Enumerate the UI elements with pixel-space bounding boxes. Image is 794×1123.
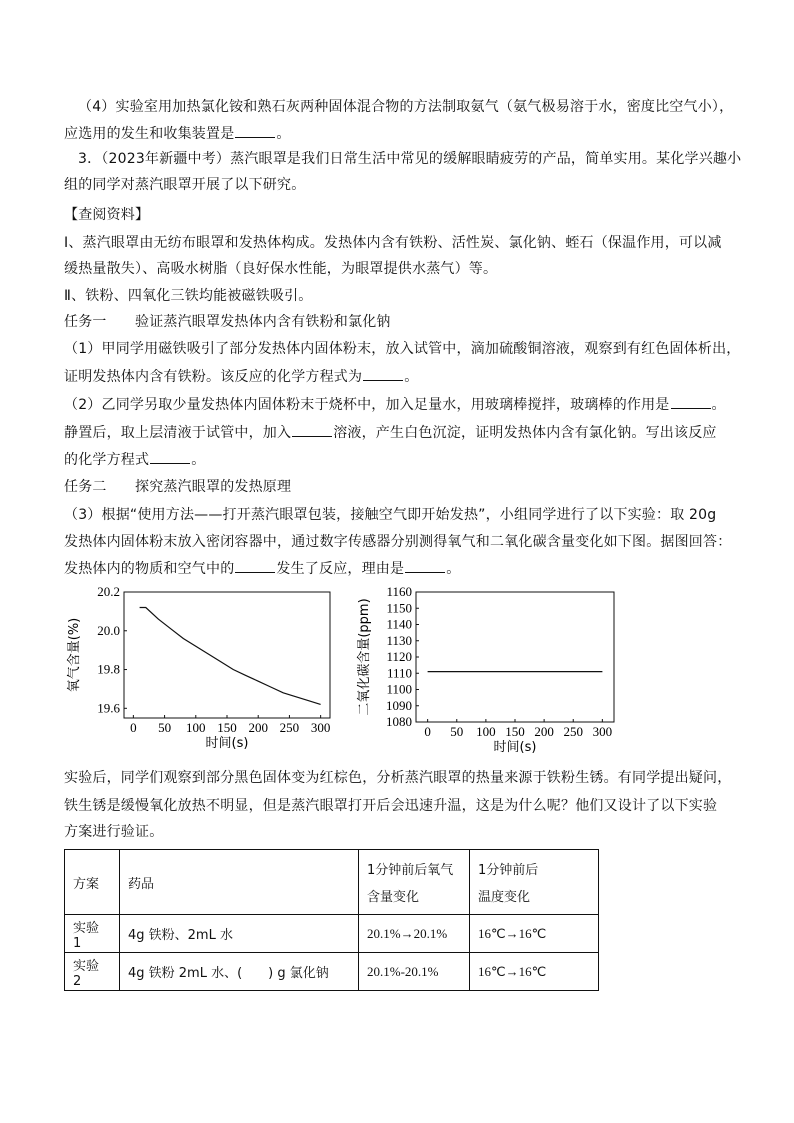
header-text: 含量变化 <box>367 890 420 905</box>
table-cell: 20.1%→20.1% <box>359 915 470 953</box>
ref1a: Ⅰ、蒸汽眼罩由无纺布眼罩和发热体构成。发热体内含有铁粉、活性炭、氯化钠、蛭石（保温作用，可以减 <box>64 235 722 251</box>
table-header-cell <box>120 850 359 915</box>
answer-blank[interactable] <box>235 123 275 138</box>
y-tick-label: 20.0 <box>97 622 120 638</box>
y-tick-label: 19.6 <box>97 700 120 716</box>
q3-intro2: 组的同学对蒸汽眼罩开展了以下研究。 <box>64 177 306 193</box>
q4-line2 <box>64 123 291 144</box>
answer-blank[interactable] <box>405 558 445 573</box>
y-tick-label: 1150 <box>386 600 412 616</box>
y-tick-label: 1080 <box>386 714 412 729</box>
after3: 方案进行验证。 <box>64 824 164 840</box>
x-tick-label: 200 <box>248 720 268 735</box>
q4-line2-end: 。 <box>276 126 291 142</box>
x-tick-label: 300 <box>310 720 331 735</box>
x-tick-label: 0 <box>130 720 137 735</box>
ref1b: 缓热量散失）、高吸水树脂（良好保水性能，为眼罩提供水蒸气）等。 <box>64 261 498 277</box>
answer-blank[interactable] <box>235 558 275 573</box>
p3c-text2: 发生了反应，理由是 <box>276 561 405 577</box>
table-cell: 4g 铁粉、2mL 水 <box>120 915 359 953</box>
oxygen-chart <box>64 584 334 763</box>
y-tick-label: 1090 <box>386 697 412 713</box>
task2-title: 任务二 探究蒸汽眼罩的发热原理 <box>64 479 292 495</box>
table-cell: 20.1%-20.1% <box>359 953 470 991</box>
y-tick-label: 1160 <box>386 584 412 599</box>
answer-blank[interactable] <box>671 394 711 409</box>
x-tick-label: 250 <box>279 720 300 735</box>
table-header-cell <box>359 850 470 915</box>
p1b-text: 证明发热体内含有铁粉。该反应的化学方程式为 <box>64 369 363 385</box>
x-tick-label: 150 <box>505 724 525 739</box>
co2-chart-svg <box>354 584 624 759</box>
p1a: （1）甲同学用磁铁吸引了部分发热体内固体粉末，放入试管中，滴加硫酸铜溶液，观察到有红色固体析出， <box>64 341 741 357</box>
y-tick-label: 19.8 <box>97 661 120 677</box>
p2c-text: 的化学方程式 <box>64 452 150 468</box>
table-cell: 实验 1 <box>65 915 120 953</box>
p2c-end: 。 <box>191 452 206 468</box>
p1b <box>64 366 418 387</box>
y-tick-label: 1140 <box>386 616 412 632</box>
x-tick-label: 300 <box>592 724 613 739</box>
table-header-cell <box>470 850 599 915</box>
q4-line1: （4）实验室用加热氯化铵和熟石灰两种固体混合物的方法制取氨气（氨气极易溶于水，密度比空气小）， <box>78 99 734 115</box>
plot-frame <box>416 592 614 722</box>
x-axis-label: 时间(s) <box>205 736 249 751</box>
answer-blank[interactable] <box>292 422 332 437</box>
y-tick-label: 1100 <box>386 681 412 697</box>
p3b: 发热体内固体粉末放入密闭容器中，通过数字传感器分别测得氧气和二氧化碳含量变化如下图。据图回答： <box>64 534 732 550</box>
x-tick-label: 0 <box>424 724 431 739</box>
p3a: （3）根据“使用方法——打开蒸汽眼罩包装，接触空气即开始发热”，小组同学进行了以下实验：取 20g <box>64 507 717 523</box>
table-cell: 4g 铁粉 2mL 水、( ) g 氯化钠 <box>120 953 359 991</box>
p2c <box>64 449 205 470</box>
q3-intro1: 3．（2023年新疆中考）蒸汽眼罩是我们日常生活中常见的缓解眼睛疲劳的产品，简单实用。某化学兴趣小 <box>78 151 742 167</box>
table-cell: 实验 2 <box>65 953 120 991</box>
p2b-text2: 溶液，产生白色沉淀，证明发热体内含有氯化钠。写出该反应 <box>333 425 717 441</box>
table-cell: 16℃→16℃ <box>470 915 599 953</box>
header-text: 1分钟前后 <box>478 863 539 878</box>
p3c-end: 。 <box>446 561 461 577</box>
y-axis-label: 二氧化碳含量(ppm) <box>357 598 372 716</box>
table-cell: 16℃→16℃ <box>470 953 599 991</box>
header-text: 药品 <box>128 876 155 892</box>
p2a <box>64 394 726 415</box>
x-tick-label: 150 <box>217 720 237 735</box>
table-header-row <box>65 850 599 915</box>
table-row <box>65 953 599 991</box>
plot-frame <box>124 592 330 718</box>
header-text: 温度变化 <box>478 890 531 905</box>
x-tick-label: 50 <box>158 720 172 735</box>
experiment-table <box>64 849 599 991</box>
x-axis-label: 时间(s) <box>493 740 537 755</box>
y-tick-label: 20.2 <box>97 584 120 599</box>
header-text: 方案 <box>73 876 100 892</box>
after2: 铁生锈是缓慢氧化放热不明显，但是蒸汽眼罩打开后会迅速升温，这是为什么呢？他们又设计了以下实验 <box>64 798 718 814</box>
p2b <box>64 422 717 443</box>
table-header-cell <box>65 850 120 915</box>
q4-line2-text: 应选用的发生和收集装置是 <box>64 126 235 142</box>
answer-blank[interactable] <box>150 449 190 464</box>
y-tick-label: 1120 <box>386 649 412 664</box>
y-tick-label: 1110 <box>386 665 412 681</box>
p2b-text: 静置后，取上层清液于试管中，加入 <box>64 425 292 441</box>
p3c <box>64 558 460 579</box>
header-text: 1分钟前后氧气 <box>367 863 454 878</box>
x-tick-label: 100 <box>476 724 496 739</box>
series-line <box>140 608 321 705</box>
p1b-end: 。 <box>404 369 419 385</box>
y-tick-label: 1130 <box>386 632 412 648</box>
p3c-text: 发热体内的物质和空气中的 <box>64 561 235 577</box>
ref2: Ⅱ、铁粉、四氧化三铁均能被磁铁吸引。 <box>64 288 313 304</box>
p2a-end: 。 <box>711 397 726 413</box>
x-tick-label: 250 <box>563 724 583 739</box>
p2a-text: （2）乙同学另取少量发热体内固体粉末于烧杯中，加入足量水，用玻璃棒搅拌，玻璃棒的作用是 <box>64 397 670 413</box>
x-tick-label: 100 <box>186 720 206 735</box>
x-tick-label: 200 <box>534 724 554 739</box>
ref-title: 【查阅资料】 <box>64 207 150 223</box>
y-axis-label: 氧气含量(%) <box>67 617 82 693</box>
x-tick-label: 50 <box>450 724 464 739</box>
oxygen-chart-svg <box>64 584 334 759</box>
task1-title: 任务一 验证蒸汽眼罩发热体内含有铁粉和氯化钠 <box>64 314 391 330</box>
co2-chart <box>354 584 624 763</box>
answer-blank[interactable] <box>363 366 403 381</box>
after1: 实验后，同学们观察到部分黑色固体变为红棕色，分析蒸汽眼罩的热量来源于铁粉生锈。有同学提出疑问， <box>64 770 732 786</box>
table-row <box>65 915 599 953</box>
